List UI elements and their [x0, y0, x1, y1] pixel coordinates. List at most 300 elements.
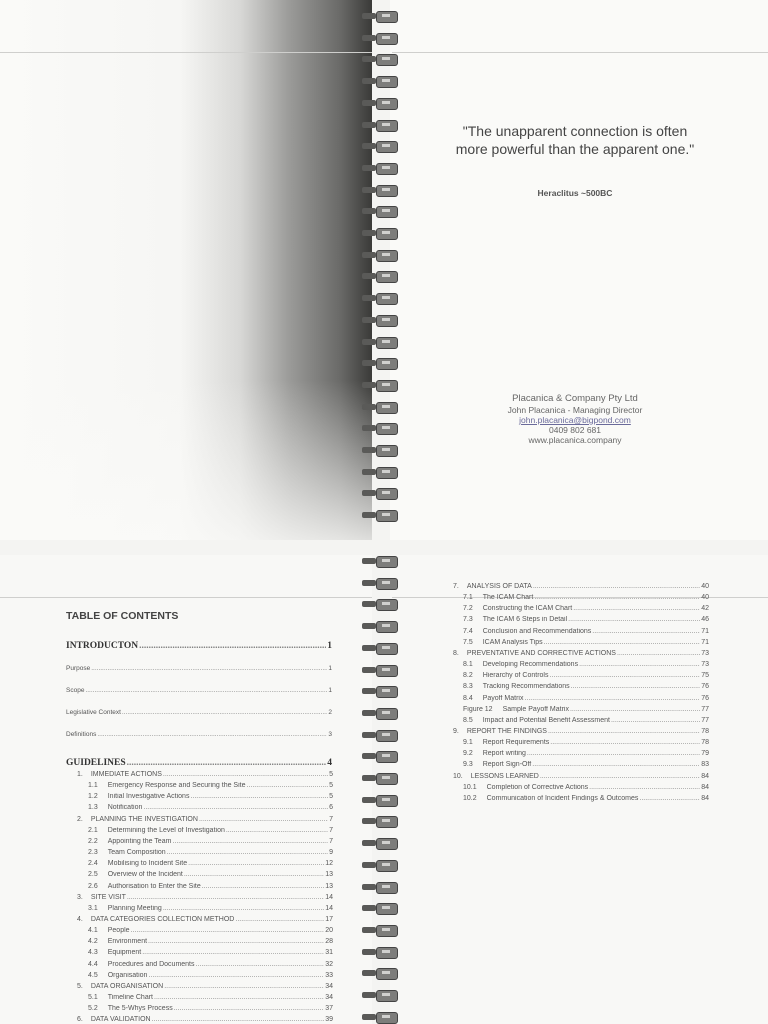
toc-leader-dots: [524, 695, 700, 702]
spiral-coil: [360, 664, 398, 676]
toc-page-number: 7: [329, 815, 333, 823]
toc-number: 1.1: [88, 782, 98, 790]
toc-leader-dots: [592, 628, 700, 635]
toc-leader-dots: [148, 938, 324, 945]
toc-number: 10.2: [463, 794, 477, 802]
toc-page-number: 1: [328, 687, 332, 694]
toc-page-number: 1: [327, 641, 332, 651]
spiral-coil: [360, 227, 398, 239]
toc-number: 3.: [77, 893, 83, 901]
spiral-coil: [360, 707, 398, 719]
spiral-coil: [360, 642, 398, 654]
toc-leader-dots: [579, 661, 700, 668]
toc-label: Constructing the ICAM Chart: [482, 605, 573, 613]
toc-label: The ICAM Chart: [482, 594, 534, 602]
contact-name: John Placanica - Managing Director: [507, 405, 643, 415]
toc-leader-dots: [122, 709, 327, 716]
quote-page: [390, 0, 768, 540]
toc-leader-dots: [550, 739, 700, 746]
toc-page-number: 71: [701, 638, 709, 646]
toc-page-number: 28: [325, 938, 333, 946]
toc-subsection[interactable]: [88, 804, 333, 811]
toc-number: 7.4: [463, 627, 473, 635]
toc-subsection[interactable]: [463, 717, 709, 724]
toc-subsection[interactable]: [463, 739, 709, 746]
toc-label: DATA VALIDATION: [90, 1016, 151, 1024]
spiral-binding-top: [360, 10, 400, 530]
toc-number: 9.2: [463, 750, 473, 758]
toc-label: Report Requirements: [482, 739, 550, 747]
toc-number: 10.1: [463, 783, 477, 791]
toc-subsection[interactable]: [88, 961, 333, 968]
toc-page-number: 9: [329, 849, 333, 857]
toc-subsection[interactable]: [463, 683, 709, 690]
toc-chapter[interactable]: [77, 816, 333, 823]
spiral-coil: [360, 32, 398, 44]
toc-number: 4.5: [88, 971, 98, 979]
toc-page-number: 84: [701, 772, 709, 780]
toc-page-number: 78: [701, 739, 709, 747]
toc-label: Sample Payoff Matrix: [502, 705, 569, 713]
toc-leader-dots: [570, 706, 700, 713]
toc-label: ICAM Analysis Tips: [482, 638, 543, 646]
toc-label: Team Composition: [107, 849, 166, 857]
toc-leader-dots: [639, 795, 700, 802]
spiral-coil: [360, 336, 398, 348]
toc-page-number: 71: [701, 627, 709, 635]
toc-page-number: 3: [328, 731, 332, 738]
toc-subsection[interactable]: [88, 827, 333, 834]
spiral-coil: [360, 487, 398, 499]
toc-leader-dots: [571, 683, 701, 690]
toc-number: 9.3: [463, 761, 473, 769]
toc-label: Appointing the Team: [107, 837, 172, 845]
toc-page-number: 13: [325, 871, 333, 879]
toc-subsection[interactable]: [88, 938, 333, 945]
toc-number: 2.5: [88, 871, 98, 879]
left-page-fade: [0, 0, 372, 540]
toc-chapter[interactable]: [77, 983, 333, 990]
toc-leader-dots: [188, 860, 324, 867]
toc-label: Planning Meeting: [107, 904, 162, 912]
page-edge: [0, 52, 372, 53]
toc-page-number: 46: [701, 616, 709, 624]
toc-label: Authorisation to Enter the Site: [107, 882, 201, 890]
toc-subsection[interactable]: [88, 871, 333, 878]
toc-label: Report writing: [482, 750, 526, 758]
toc-leader-dots: [172, 838, 328, 845]
toc-leader-dots: [190, 793, 328, 800]
toc-number: 4.2: [88, 938, 98, 946]
toc-page-number: 84: [701, 783, 709, 791]
toc-label: Impact and Potential Benefit Assessment: [482, 716, 610, 724]
toc-subsection[interactable]: [88, 1005, 333, 1012]
toc-leader-dots: [568, 616, 700, 623]
toc-label: Purpose: [66, 665, 91, 672]
toc-leader-dots: [202, 883, 324, 890]
toc-leader-dots: [142, 949, 324, 956]
toc-number: 3.1: [88, 904, 98, 912]
spiral-coil: [360, 837, 398, 849]
toc-label: Organisation: [107, 971, 148, 979]
toc-page-number: 37: [325, 1005, 333, 1013]
spiral-coil: [360, 184, 398, 196]
toc-page-number: 20: [325, 927, 333, 935]
toc-section-introduction[interactable]: [66, 641, 332, 651]
spiral-coil: [360, 270, 398, 282]
toc-page-number: 83: [701, 761, 709, 769]
toc-subsection[interactable]: [463, 706, 709, 713]
quote-author: Heraclitus ~500BC: [537, 188, 613, 198]
toc-leader-dots: [131, 927, 325, 934]
spiral-coil: [360, 162, 398, 174]
toc-subsection[interactable]: [463, 616, 709, 623]
spiral-coil: [360, 967, 398, 979]
toc-leader-dots: [548, 728, 700, 735]
toc-leader-dots: [163, 771, 328, 778]
toc-page-number: 40: [701, 583, 709, 590]
toc-subsection[interactable]: [463, 761, 709, 768]
toc-number: 5.2: [88, 1005, 98, 1013]
toc-leader-dots: [199, 816, 328, 823]
toc-subsection[interactable]: [88, 793, 333, 800]
toc-label: PLANNING THE INVESTIGATION: [90, 815, 198, 823]
toc-leader-dots: [226, 827, 328, 834]
toc-label: Overview of the Incident: [107, 871, 183, 879]
toc-number: 2.3: [88, 849, 98, 857]
quote-text: "The unapparent connection is often more powerful than the apparent one.": [455, 123, 695, 157]
toc-leader-dots: [127, 758, 327, 768]
spiral-coil: [360, 401, 398, 413]
spiral-coil: [360, 902, 398, 914]
toc-leader-dots: [573, 605, 700, 612]
toc-page-number: 77: [701, 716, 709, 724]
toc-page-number: 42: [701, 605, 709, 613]
toc-label: SITE VISIT: [90, 893, 126, 901]
toc-number: 5.: [77, 982, 83, 990]
toc-label: GUIDELINES: [66, 758, 126, 768]
toc-page-number: 13: [325, 882, 333, 890]
toc-number: 1.: [77, 771, 83, 778]
toc-label: Mobilising to Incident Site: [107, 860, 188, 868]
toc-number: 8.1: [463, 661, 473, 669]
toc-page-number: 5: [329, 771, 333, 778]
spiral-coil: [360, 620, 398, 632]
toc-subsection[interactable]: [463, 628, 709, 635]
toc-page-number: 73: [701, 649, 709, 657]
toc-chapter[interactable]: [453, 650, 709, 657]
toc-subsection[interactable]: [88, 860, 333, 867]
toc-chapter[interactable]: [453, 728, 709, 735]
toc-label: Communication of Incident Findings & Outcomes: [486, 794, 639, 802]
toc-label: Report Sign-Off: [482, 761, 532, 769]
toc-subsection[interactable]: [463, 795, 709, 802]
spiral-coil: [360, 292, 398, 304]
toc-subsection[interactable]: [88, 838, 333, 845]
toc-label: LESSONS LEARNED: [470, 772, 539, 780]
spiral-coil: [360, 924, 398, 936]
spiral-coil: [360, 555, 398, 567]
toc-chapter[interactable]: [77, 1016, 333, 1023]
spiral-coil: [360, 97, 398, 109]
toc-number: 4.3: [88, 949, 98, 957]
toc-leader-dots: [85, 687, 327, 694]
toc-number: 2.1: [88, 826, 98, 834]
toc-page-number: 6: [329, 804, 333, 812]
spiral-coil: [360, 249, 398, 261]
toc-subsection[interactable]: [463, 605, 709, 612]
toc-page-number: 84: [701, 794, 709, 802]
spiral-coil: [360, 729, 398, 741]
toc-number: 6.: [77, 1016, 83, 1024]
toc-page-number: 77: [701, 705, 709, 713]
toc-number: 2.6: [88, 882, 98, 890]
toc-number: 9.: [453, 727, 459, 735]
spiral-coil: [360, 815, 398, 827]
toc-label: The 5-Whys Process: [107, 1005, 173, 1013]
toc-number: 4.1: [88, 927, 98, 935]
spiral-coil: [360, 53, 398, 65]
toc-number: 2.2: [88, 837, 98, 845]
toc-label: Timeline Chart: [107, 994, 153, 1001]
toc-label: Completion of Corrective Actions: [486, 783, 589, 791]
spiral-coil: [360, 750, 398, 762]
toc-page-number: 7: [329, 826, 333, 834]
toc-leader-dots: [97, 731, 327, 738]
spiral-coil: [360, 379, 398, 391]
toc-subsection[interactable]: [463, 750, 709, 757]
toc-chapter[interactable]: [453, 773, 709, 780]
contact-email-link[interactable]: john.placanica@bigpond.com: [519, 415, 631, 425]
spiral-coil: [360, 140, 398, 152]
toc-leader-dots: [148, 972, 324, 979]
toc-page-number: 40: [701, 594, 709, 602]
toc-number: 4.4: [88, 960, 98, 968]
spiral-coil: [360, 881, 398, 893]
toc-leader-dots: [184, 871, 324, 878]
toc-leader-dots: [544, 639, 701, 646]
toc-page-number: 79: [701, 750, 709, 758]
toc-label: PREVENTATIVE AND CORRECTIVE ACTIONS: [466, 649, 616, 657]
toc-number: 8.3: [463, 683, 473, 691]
spiral-coil: [360, 577, 398, 589]
toc-label: People: [107, 927, 130, 935]
toc-leader-dots: [617, 650, 700, 657]
toc-label: Definitions: [66, 731, 97, 738]
toc-number: 8.5: [463, 716, 473, 724]
toc-leader-dots: [143, 804, 328, 811]
toc-subsection[interactable]: [463, 639, 709, 646]
toc-subsection[interactable]: [88, 994, 333, 1001]
toc-page-number: 17: [325, 915, 333, 923]
toc-page-number: 2: [328, 709, 332, 716]
toc-page-number: 14: [325, 904, 333, 912]
toc-leader-dots: [549, 672, 700, 679]
toc-subsection[interactable]: [463, 661, 709, 668]
spiral-binding-bottom: [360, 555, 400, 1024]
toc-label: Hierarchy of Controls: [482, 672, 549, 680]
toc-number: 7.1: [463, 594, 473, 602]
toc-subsection[interactable]: [88, 972, 333, 979]
toc-leader-dots: [163, 905, 324, 912]
spiral-coil: [360, 1011, 398, 1023]
spiral-coil: [360, 859, 398, 871]
spiral-coil: [360, 75, 398, 87]
toc-subsection[interactable]: [463, 695, 709, 702]
toc-label: ANALYSIS OF DATA: [466, 583, 532, 590]
spiral-coil: [360, 772, 398, 784]
spiral-coil: [360, 357, 398, 369]
toc-label: Scope: [66, 687, 85, 694]
toc-number: 2.: [77, 815, 83, 823]
toc-label: Initial Investigative Actions: [107, 793, 190, 801]
toc-label: DATA CATEGORIES COLLECTION METHOD: [90, 915, 235, 923]
spiral-coil: [360, 444, 398, 456]
toc-item-definitions[interactable]: [66, 731, 332, 738]
toc-number: 2.4: [88, 860, 98, 868]
toc-subsection[interactable]: [88, 949, 333, 956]
toc-number: 8.2: [463, 672, 473, 680]
toc-page-number: 39: [325, 1016, 333, 1024]
toc-leader-dots: [533, 583, 700, 590]
toc-page-number: 5: [329, 782, 333, 790]
toc-number: 1.3: [88, 804, 98, 812]
page-edge: [392, 52, 768, 53]
toc-leader-dots: [196, 961, 325, 968]
toc-subsection[interactable]: [463, 784, 709, 791]
toc-label: IMMEDIATE ACTIONS: [90, 771, 162, 778]
toc-subsection[interactable]: [88, 883, 333, 890]
toc-number: 8.4: [463, 694, 473, 702]
toc-chapter[interactable]: [77, 916, 333, 923]
spiral-coil: [360, 10, 398, 22]
toc-label: Developing Recommendations: [482, 661, 579, 669]
toc-number: 9.1: [463, 739, 473, 747]
company-name: Placanica & Company Pty Ltd: [512, 393, 638, 404]
toc-page-number: 75: [701, 672, 709, 680]
toc-leader-dots: [235, 916, 324, 923]
toc-number: 5.1: [88, 994, 98, 1001]
spiral-coil: [360, 466, 398, 478]
toc-number: 7.2: [463, 605, 473, 613]
toc-page-number: 34: [325, 994, 333, 1001]
toc-subsection[interactable]: [88, 849, 333, 856]
toc-item-legislative-context[interactable]: [66, 709, 332, 716]
company-details: [455, 393, 695, 445]
toc-leader-dots: [167, 849, 328, 856]
toc-page-number: 12: [325, 860, 333, 868]
toc-leader-dots: [246, 782, 328, 789]
toc-label: Procedures and Documents: [107, 960, 195, 968]
toc-label: DATA ORGANISATION: [90, 982, 164, 990]
toc-leader-dots: [540, 773, 700, 780]
toc-page-number: 31: [325, 949, 333, 957]
toc-number: 1.2: [88, 793, 98, 801]
toc-label: INTRODUCTON: [66, 641, 139, 651]
toc-number: 8.: [453, 649, 459, 657]
spiral-coil: [360, 314, 398, 326]
toc-leader-dots: [152, 1016, 325, 1023]
toc-page-number: 14: [325, 893, 333, 901]
toc-label: Payoff Matrix: [482, 694, 524, 702]
spiral-coil: [360, 989, 398, 1001]
toc-subsection[interactable]: [88, 927, 333, 934]
toc-item-scope[interactable]: [66, 687, 332, 694]
toc-leader-dots: [174, 1005, 325, 1012]
toc-leader-dots: [139, 641, 326, 651]
spiral-coil: [360, 119, 398, 131]
toc-page-number: 7: [329, 837, 333, 845]
toc-number: 10.: [453, 772, 463, 780]
spiral-coil: [360, 685, 398, 697]
toc-page-number: 1: [328, 665, 332, 672]
toc-leader-dots: [532, 761, 700, 768]
spiral-coil: [360, 946, 398, 958]
toc-number: 4.: [77, 915, 83, 923]
spiral-coil: [360, 205, 398, 217]
toc-leader-dots: [611, 717, 700, 724]
toc-chapter[interactable]: [453, 583, 709, 590]
toc-subsection[interactable]: [463, 594, 709, 601]
toc-item-purpose[interactable]: [66, 665, 332, 672]
toc-leader-dots: [91, 665, 327, 672]
spiral-coil: [360, 794, 398, 806]
toc-leader-dots: [527, 750, 700, 757]
toc-label: Equipment: [107, 949, 142, 957]
toc-section-guidelines[interactable]: [66, 758, 332, 768]
toc-label: Environment: [107, 938, 148, 946]
toc-page-number: 76: [701, 683, 709, 691]
toc-page-number: 34: [325, 982, 333, 990]
toc-chapter[interactable]: [77, 771, 333, 778]
toc-label: REPORT THE FINDINGS: [466, 727, 547, 735]
toc-number: Figure 12: [463, 705, 493, 713]
toc-number: 7.3: [463, 616, 473, 624]
toc-subsection[interactable]: [463, 672, 709, 679]
toc-subsection[interactable]: [88, 782, 333, 789]
spiral-coil: [360, 598, 398, 610]
page-edge: [0, 597, 372, 598]
toc-subsection[interactable]: [88, 905, 333, 912]
toc-leader-dots: [164, 983, 324, 990]
toc-page-number: 33: [325, 971, 333, 979]
company-website[interactable]: www.placanica.company: [528, 435, 622, 445]
contact-phone: 0409 802 681: [549, 425, 601, 435]
toc-title: TABLE OF CONTENTS: [66, 610, 179, 622]
toc-label: Conclusion and Recommendations: [482, 627, 592, 635]
toc-leader-dots: [154, 994, 324, 1001]
toc-number: 7.: [453, 583, 459, 590]
toc-label: Legislative Context: [66, 709, 121, 716]
spiral-coil: [360, 422, 398, 434]
toc-page-number: 76: [701, 694, 709, 702]
toc-leader-dots: [589, 784, 700, 791]
toc-label: Tracking Recommendations: [482, 683, 570, 691]
toc-chapter[interactable]: [77, 894, 333, 901]
toc-page-number: 73: [701, 661, 709, 669]
toc-leader-dots: [534, 594, 700, 601]
toc-page-number: 32: [325, 960, 333, 968]
toc-page-number: 5: [329, 793, 333, 801]
toc-page-number: 78: [701, 727, 709, 735]
toc-page-number: 4: [327, 758, 332, 768]
toc-label: Determining the Level of Investigation: [107, 826, 225, 834]
toc-label: The ICAM 6 Steps in Detail: [482, 616, 568, 624]
toc-label: Notification: [107, 804, 143, 812]
spiral-coil: [360, 509, 398, 521]
toc-number: 7.5: [463, 638, 473, 646]
toc-leader-dots: [127, 894, 324, 901]
